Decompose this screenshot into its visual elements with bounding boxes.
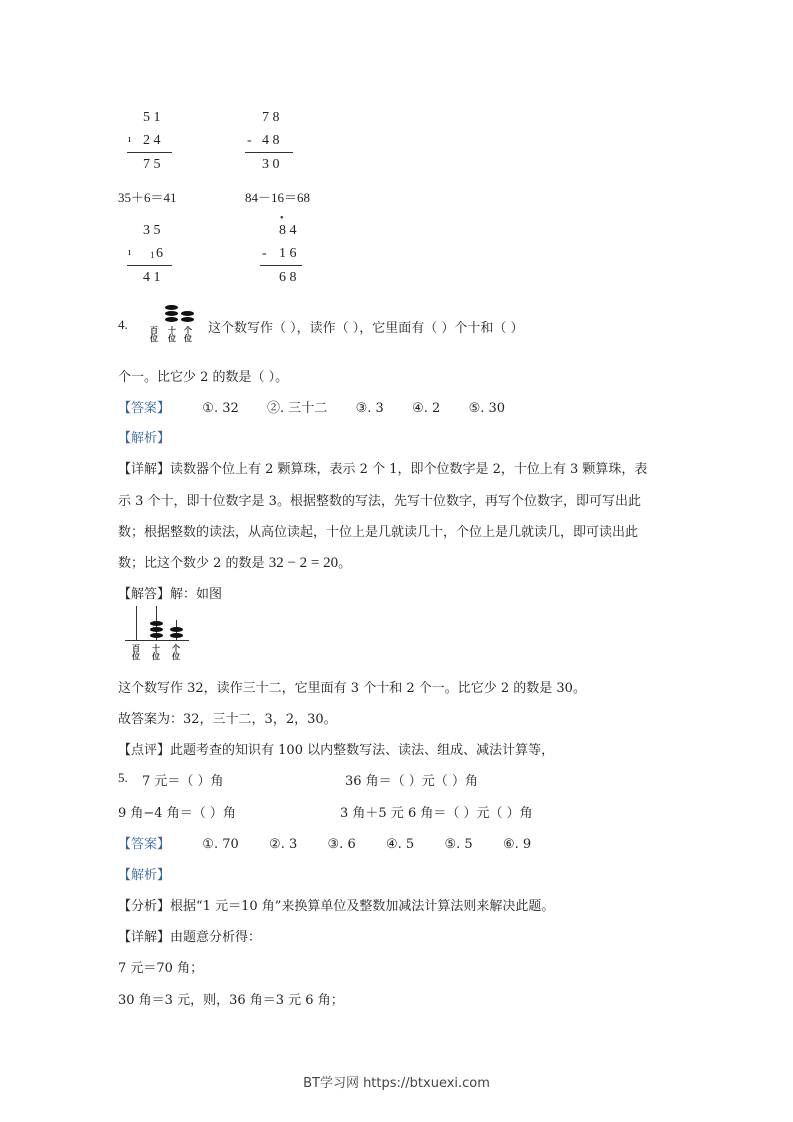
q5-answer-row (118, 833, 531, 852)
q5-detail-row (118, 926, 261, 945)
abacus-answer-figure (125, 606, 190, 664)
q5-row1-a: 7 元＝（ ）角 (142, 774, 224, 789)
calc-c-mid: 6 (156, 246, 163, 261)
abacus-base (125, 640, 189, 641)
label-hundreds: 百 位 (150, 325, 158, 343)
bead (150, 627, 163, 632)
calc-a-rule (127, 152, 172, 153)
answer-item: ①. 70 (202, 837, 239, 852)
calc-d-top: 8 4 (279, 223, 297, 238)
abacus-icon (150, 305, 200, 345)
q4-number: 4. (118, 317, 128, 332)
q5-row2-a: 9 角−4 角＝（ ）角 (118, 806, 236, 821)
answer-item: ④. 5 (386, 837, 415, 852)
q4-question-line2: 个一。比它少 2 的数是（ ）。 (118, 370, 289, 385)
answer-item: ③. 3 (355, 401, 384, 416)
calc-a-top: 5 1 (143, 110, 161, 125)
bead (165, 317, 178, 322)
q5-number: 5. (118, 770, 128, 785)
detail-text: 读数器个位上有 2 颗算珠，表示 2 个 1，即个位数字是 2，十位上有 3 颗算珠，表 (170, 462, 648, 477)
answer-item: ①. 32 (202, 401, 239, 416)
bead (150, 633, 163, 638)
analysis-head-tag: 【分析】 (118, 899, 171, 914)
analysis-head-text: 根据“1 元＝10 角”来换算单位及整数加减法计算法则来解决此题。 (170, 899, 555, 914)
calc-d-mid: 1 6 (279, 246, 297, 261)
q4-question-line1: 这个数写作（ ），读作（ ），它里面有（ ）个十和（ ） (208, 321, 524, 336)
q5-row1-b: 36 角＝（ ）元（ ）角 (345, 774, 478, 789)
rod-hundreds (136, 606, 137, 640)
detail-tag: 【详解】 (118, 930, 171, 945)
label-ones: 个 位 (184, 325, 192, 343)
calc-c-result: 4 1 (143, 270, 161, 285)
bead (170, 633, 183, 638)
calc-b-result: 3 0 (262, 157, 280, 172)
detail-tag: 【详解】 (118, 462, 171, 477)
label-tens: 十 位 (152, 643, 160, 661)
label-ones: 个 位 (172, 643, 180, 661)
label-hundreds: 百 位 (132, 643, 140, 661)
bead (165, 305, 178, 310)
calc-c-carry: 1 (150, 250, 155, 260)
calc-a-op: ı (128, 133, 132, 145)
calc-d-op: - (262, 246, 267, 261)
q4-detail-line1 (118, 458, 647, 477)
calc-a-result: 7 5 (143, 157, 161, 172)
bead (181, 317, 194, 322)
q4-detail-line3: 数；根据整数的读法，从高位读起，十位上是几就读几十，个位上是几就读几，即可读出此 (118, 525, 639, 540)
bead (181, 311, 194, 316)
calc-d-result: 6 8 (279, 270, 297, 285)
calc-c-op: ı (128, 246, 132, 258)
calc-b-rule (245, 152, 293, 153)
borrow-dot: • (280, 213, 284, 224)
calc-b-top: 7 8 (262, 110, 280, 125)
answer-item: ②. 三十二 (267, 401, 328, 416)
answer-tag: 【答案】 (118, 401, 171, 416)
q4-answer-row (118, 397, 505, 416)
calc-a-mid: 2 4 (143, 133, 161, 148)
q5-analysis-head (118, 895, 554, 914)
equation-1: 35＋6＝41 (118, 190, 177, 205)
bead (150, 621, 163, 626)
calc-b-mid: 4 8 (262, 133, 280, 148)
solve-text: 解：如图 (170, 587, 223, 602)
comment-tag: 【点评】 (118, 743, 171, 758)
calc-c-top: 3 5 (143, 223, 161, 238)
calc-d-rule (260, 265, 302, 266)
q5-row2-b: 3 角＋5 元 6 角＝（ ）元（ ）角 (340, 806, 533, 821)
q4-solve-row (118, 583, 222, 602)
answer-item: ⑤. 5 (444, 837, 473, 852)
bead (165, 311, 178, 316)
q4-solution-line: 这个数写作 32，读作三十二，它里面有 3 个十和 2 个一。比它少 2 的数是 30。 (118, 681, 586, 696)
detail-text: 由题意分析得： (170, 930, 262, 945)
answer-item: ③. 6 (327, 837, 356, 852)
answer-item: ⑤. 30 (468, 401, 506, 416)
q4-analysis-tag: 【解析】 (118, 431, 171, 446)
q4-comment-row (118, 739, 554, 758)
q4-detail-line4 (118, 552, 351, 572)
detail-text: 数；比这个数少 2 的数是 (118, 556, 265, 571)
label-tens: 十 位 (168, 325, 176, 343)
calc-c-rule (127, 265, 172, 266)
bead (170, 627, 183, 632)
answer-item: ④. 2 (412, 401, 441, 416)
footer-watermark: BT学习网 https://btxuexi.com (303, 1076, 490, 1091)
q4-final-answer: 故答案为：32，三十二，3，2，30。 (118, 712, 337, 727)
calc-b-op: - (247, 133, 252, 148)
answer-item: ⑥. 9 (502, 837, 532, 852)
comment-text: 此题考查的知识有 100 以内整数写法、读法、组成、减法计算等， (170, 743, 555, 758)
solve-tag: 【解答】 (118, 587, 171, 602)
answer-tag: 【答案】 (118, 837, 171, 852)
equation-2: 84－16＝68 (245, 190, 311, 205)
detail-end: 。 (338, 556, 352, 571)
q5-step-1: 7 元＝70 角； (118, 961, 204, 976)
q5-step-2: 30 角＝3 元，则，36 角＝3 元 6 角； (118, 993, 344, 1008)
q5-analysis-tag: 【解析】 (118, 868, 171, 883)
q4-detail-line2: 示 3 个十，即十位数字是 3。根据整数的写法，先写十位数字，再写个位数字，即可写出此 (118, 494, 641, 509)
detail-formula: 32 − 2 = 20 (268, 555, 339, 571)
answer-item: ②. 3 (269, 837, 298, 852)
